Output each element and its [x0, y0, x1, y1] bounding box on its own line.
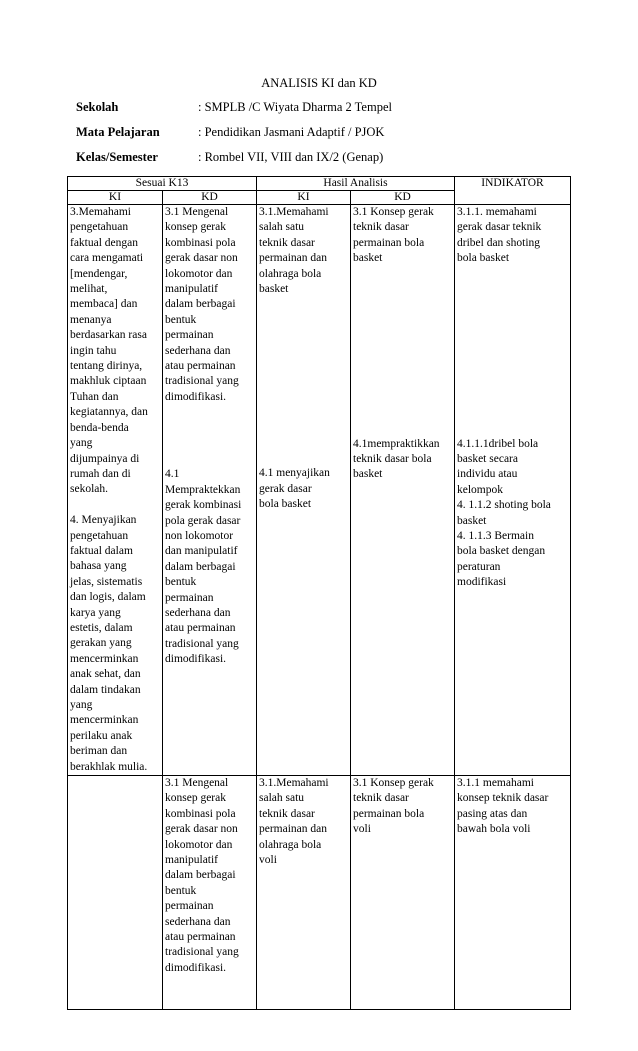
hasil-ki-cell	[257, 205, 351, 776]
hasil-kd-cell	[351, 205, 455, 776]
hasil-kd-text: 4.1mempraktikkan teknik dasar bola basket	[353, 437, 440, 481]
hasil-ki-text: 3.1.Memahami salah satu teknik dasar permainan dan olahraga bola voli	[259, 777, 329, 867]
indikator-cell	[455, 776, 571, 1010]
info-value: : SMPLB /C Wiyata Dharma 2 Tempel	[198, 100, 392, 114]
indikator-text: 4.1.1.1dribel bola basket secara individu atau kelompok 4. 1.1.2 shoting bola basket 4. 1.1.3 Bermain bola basket dengan peraturan modifikasi	[457, 437, 551, 589]
header-ki: KI	[257, 191, 351, 205]
group-header-row	[68, 177, 571, 191]
ki-cell	[68, 776, 163, 1010]
document-title: ANALISIS KI dan KD	[261, 76, 377, 90]
info-value: : Pendidikan Jasmani Adaptif / PJOK	[198, 125, 385, 139]
kd-text: 3.1 Mengenal konsep gerak kombinasi pola gerak dasar non lokomotor dan manipulatif dalam berbagai bentuk permainan sederhana dan atau permainan tradisional yang dimodifikasi.	[165, 206, 239, 403]
info-label: Kelas/Semester	[76, 150, 158, 164]
hasil-kd-text: 3.1 Konsep gerak teknik dasar permainan bola voli	[353, 777, 434, 836]
header-ki: KI	[68, 191, 163, 205]
table-row	[68, 205, 571, 776]
hasil-ki-text: 4.1 menyajikan gerak dasar bola basket	[259, 467, 330, 511]
info-value: : Rombel VII, VIII dan IX/2 (Genap)	[198, 150, 384, 164]
info-label: Mata Pelajaran	[76, 125, 160, 139]
header-hasil-analisis: Hasil Analisis	[257, 177, 455, 191]
kd-text: 4.1 Mempraktekkan gerak kombinasi pola gerak dasar non lokomotor dan manipulatif dalam berbagai bentuk permainan sederhana dan atau permainan tradisional yang dimodifikasi.	[165, 468, 242, 666]
header-kd: KD	[351, 191, 455, 205]
indikator-cell	[455, 205, 571, 776]
header-kd: KD	[163, 191, 257, 205]
info-label: Sekolah	[76, 100, 119, 114]
hasil-ki-cell	[257, 776, 351, 1010]
kd-cell	[163, 776, 257, 1010]
ki-text: 3.Memahami pengetahuan faktual dengan cara mengamati [mendengar, melihat, membaca] dan menanya berdasarkan rasa ingin tahu tentang dirinya, makhluk ciptaan Tuhan dan kegiatannya, dan benda-benda yang dijumpainya di rumah dan di sekolah.	[70, 206, 148, 496]
header-sesuai-k13: Sesuai K13	[68, 177, 257, 191]
ki-text: 4. Menyajikan pengetahuan faktual dalam bahasa yang jelas, sistematis dan logis, dalam karya yang estetis, dalam gerakan yang mencerminkan anak sehat, dan dalam tindakan yang mencerminkan perilaku anak beriman dan berakhlak mulia.	[70, 514, 148, 773]
kd-text: 3.1 Mengenal konsep gerak kombinasi pola gerak dasar non lokomotor dan manipulatif dalam berbagai bentuk permainan sederhana dan atau permainan tradisional yang dimodifikasi.	[165, 777, 239, 974]
hasil-kd-text: 3.1 Konsep gerak teknik dasar permainan bola basket	[353, 206, 434, 265]
indikator-text: 3.1.1. memahami gerak dasar teknik dribel dan shoting bola basket	[457, 206, 542, 265]
indikator-text: 3.1.1 memahami konsep teknik dasar pasing atas dan bawah bola voli	[457, 777, 549, 836]
kd-cell	[163, 205, 257, 776]
header-indikator: INDIKATOR	[455, 177, 571, 205]
analysis-table	[67, 176, 571, 1010]
hasil-ki-text: 3.1.Memahami salah satu teknik dasar permainan dan olahraga bola basket	[259, 206, 329, 296]
table-row	[68, 776, 571, 1010]
ki-cell	[68, 205, 163, 776]
hasil-kd-cell	[351, 776, 455, 1010]
